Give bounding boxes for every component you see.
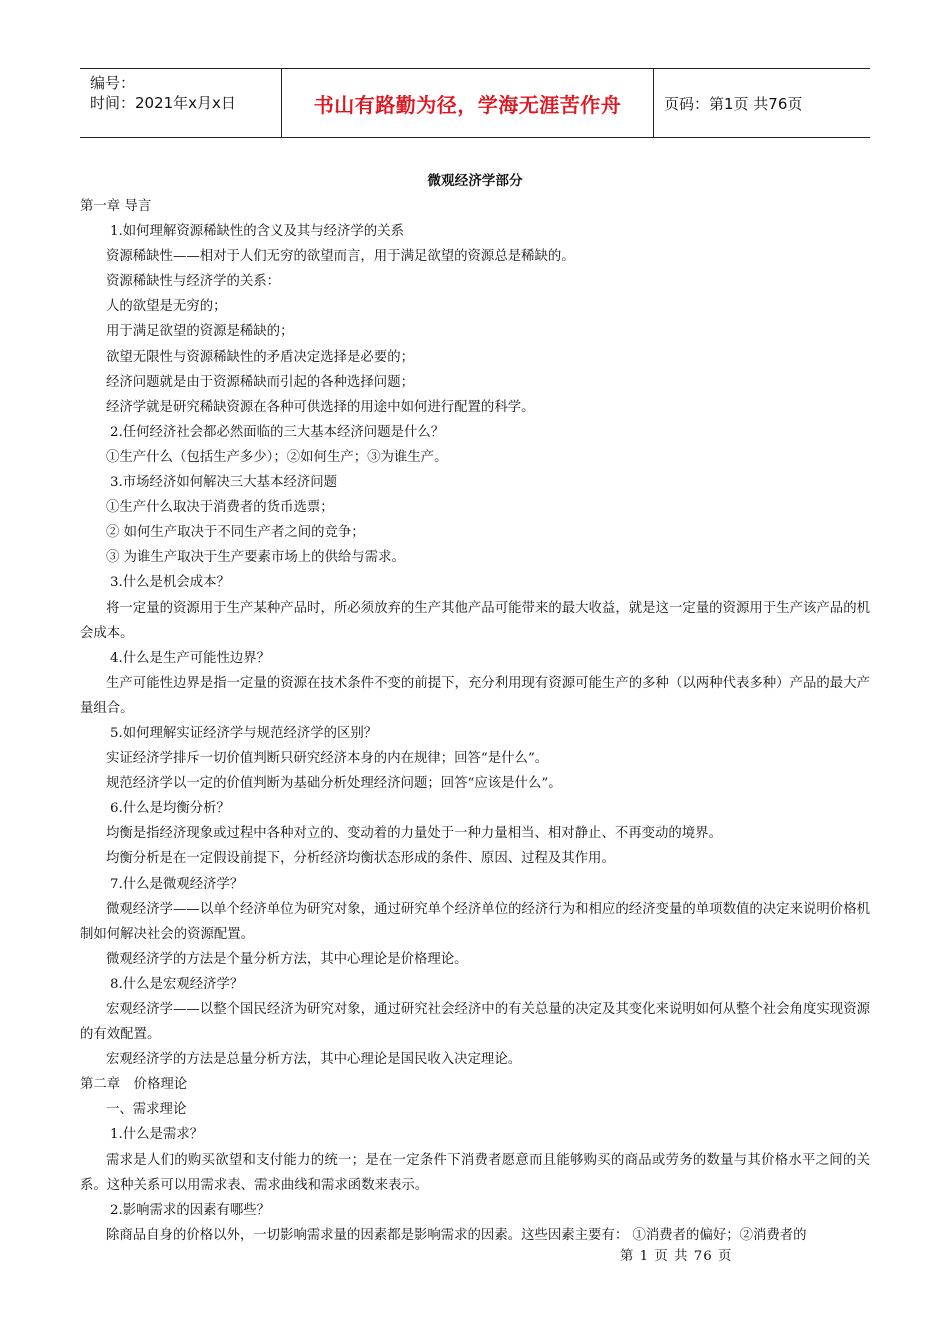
chapter-heading: 第二章 价格理论: [80, 1077, 188, 1093]
paragraph-line: 均衡是指经济现象或过程中各种对立的、变动着的力量处于一种力量相当、相对静止、不再变动的境界。: [106, 826, 722, 842]
header-meta-cell: [80, 69, 281, 137]
paragraph-line: ② 如何生产取决于不同生产者之间的竞争；: [106, 525, 365, 541]
question-heading: 7.什么是微观经济学？: [110, 876, 244, 892]
paragraph-line: ①生产什么（包括生产多少）；②如何生产；③为谁生产。: [106, 449, 448, 465]
paragraph-line: 生产可能性边界是指一定量的资源在技术条件不变的前提下，充分利用现有资源可能生产的多种（以两种代表多种）产品的最大产量组合。: [80, 675, 870, 716]
paragraph-line: 微观经济学的方法是个量分析方法，其中心理论是价格理论。: [106, 951, 468, 967]
header-page-info: 页码：第1页 共76页: [664, 94, 803, 113]
question-heading: 2.影响需求的因素有哪些？: [110, 1202, 271, 1218]
paragraph-line: ③ 为谁生产取决于生产要素市场上的供给与需求。: [106, 550, 405, 566]
paragraph-line: 宏观经济学——以整个国民经济为研究对象，通过研究社会经济中的有关总量的决定及其变化来说明如何从整个社会角度实现资源的有效配置。: [80, 1002, 870, 1043]
question-heading: 1.如何理解资源稀缺性的含义及其与经济学的关系: [110, 224, 404, 240]
paragraph-line: ①生产什么取决于消费者的货币选票；: [106, 500, 334, 516]
paragraph-line: 实证经济学排斥一切价值判断只研究经济本身的内在规律；回答“是什么”。: [106, 751, 549, 767]
question-heading: 8.什么是宏观经济学？: [110, 976, 244, 992]
paragraph-line: 经济学就是研究稀缺资源在各种可供选择的用途中如何进行配置的科学。: [106, 399, 535, 415]
question-heading: 2.任何经济社会都必然面临的三大基本经济问题是什么？: [110, 424, 445, 440]
header-motto: 书山有路勤为径，学海无涯苦作舟: [281, 69, 654, 137]
paragraph-line: 均衡分析是在一定假设前提下，分析经济均衡状态形成的条件、原因、过程及其作用。: [106, 851, 615, 867]
paragraph-line: 经济问题就是由于资源稀缺而引起的各种选择问题；: [106, 374, 414, 390]
question-heading: 4.什么是生产可能性边界？: [110, 650, 271, 666]
chapter-heading: 第一章 导言: [80, 199, 152, 214]
paragraph-line: 规范经济学以一定的价值判断为基础分析处理经济问题；回答“应该是什么”。: [106, 776, 562, 792]
paragraph-line: 资源稀缺性与经济学的关系：: [106, 274, 281, 290]
paragraph-line: 欲望无限性与资源稀缺性的矛盾决定选择是必要的；: [106, 349, 414, 365]
document-header: [80, 68, 870, 138]
question-heading: 5.如何理解实证经济学与规范经济学的区别？: [110, 725, 378, 741]
paragraph-line: 微观经济学——以单个经济单位为研究对象，通过研究单个经济单位的经济行为和相应的经济变量的单项数值的决定来说明价格机制如何解决社会的资源配置。: [80, 901, 870, 942]
document-number-label: 编号：: [90, 74, 136, 92]
document-title: 微观经济学部分: [427, 173, 523, 189]
question-heading: 6.什么是均衡分析？: [110, 801, 230, 817]
paragraph-line: 人的欲望是无穷的；: [106, 299, 227, 315]
paragraph-line: 一、需求理论: [106, 1102, 187, 1118]
page-footer: 第 1 页 共 76 页: [620, 1249, 733, 1264]
question-heading: 3.什么是机会成本？: [110, 575, 230, 591]
paragraph-line: 宏观经济学的方法是总量分析方法，其中心理论是国民收入决定理论。: [106, 1052, 522, 1068]
paragraph-line: 除商品自身的价格以外，一切影响需求量的因素都是影响需求的因素。这些因素主要有： ①消费者的偏好；②消费者的: [106, 1227, 807, 1243]
paragraph-line: 用于满足欲望的资源是稀缺的；: [106, 324, 294, 340]
paragraph-line: 将一定量的资源用于生产某种产品时，所必须放弃的生产其他产品可能带来的最大收益，就是这一定量的资源用于生产该产品的机会成本。: [80, 600, 870, 641]
document-body: [80, 168, 870, 1248]
question-heading: 1.什么是需求？: [110, 1127, 204, 1143]
question-heading: 3.市场经济如何解决三大基本经济问题: [110, 475, 338, 491]
document-lines: [80, 194, 870, 1248]
document-date-label: 时间：2021年x月x日: [90, 94, 236, 112]
paragraph-line: 资源稀缺性——相对于人们无穷的欲望而言，用于满足欲望的资源总是稀缺的。: [106, 249, 575, 265]
paragraph-line: 需求是人们的购买欲望和支付能力的统一；是在一定条件下消费者愿意而且能够购买的商品或劳务的数量与其价格水平之间的关系。这种关系可以用需求表、需求曲线和需求函数来表示。: [80, 1152, 870, 1193]
